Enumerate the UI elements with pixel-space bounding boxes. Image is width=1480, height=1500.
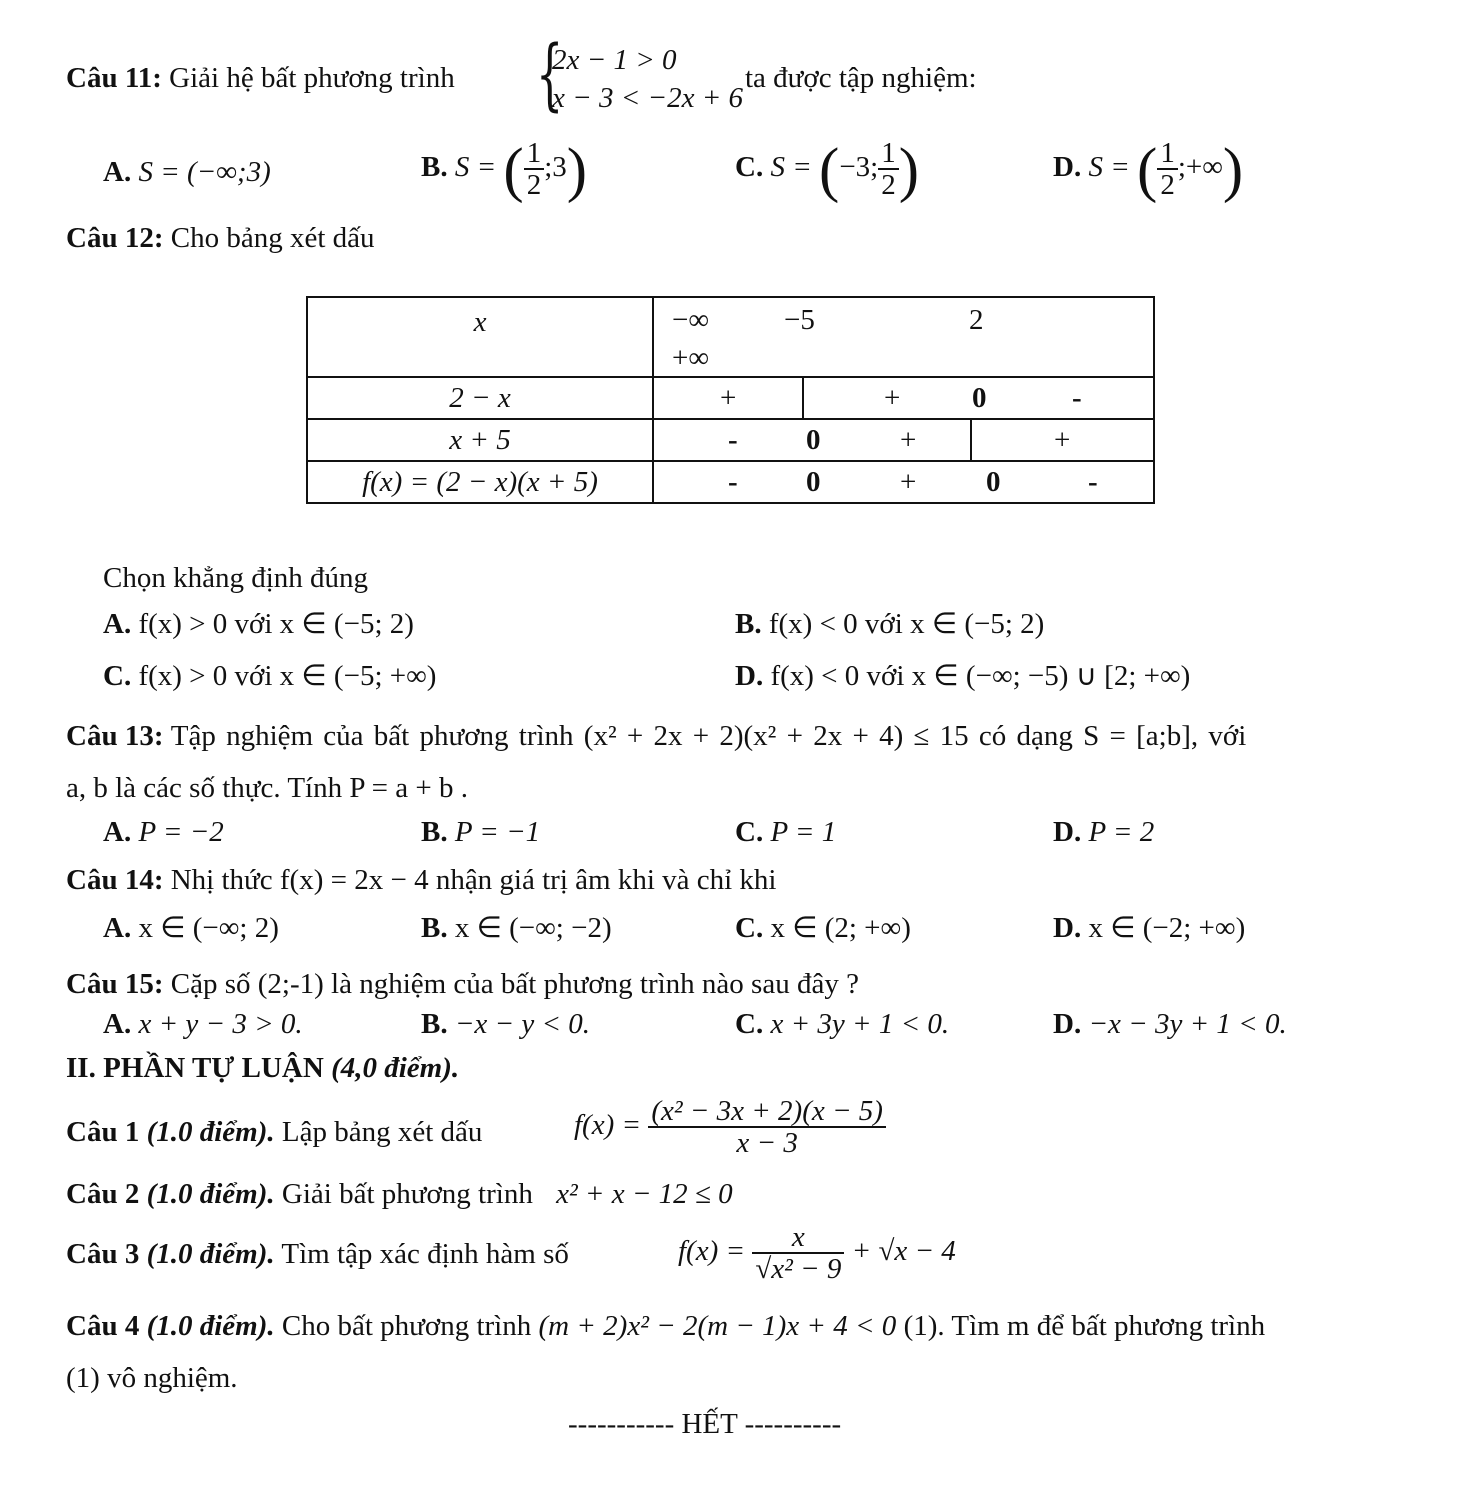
option-text: x + y − 3 > 0. <box>138 1008 303 1040</box>
frac-num: (x² − 3x + 2)(x − 5) <box>648 1096 886 1128</box>
essay-question-1 <box>66 1116 482 1149</box>
option-letter: C. <box>735 912 764 944</box>
option-b[interactable] <box>735 608 1044 641</box>
option-letter: B. <box>421 151 448 183</box>
option-letter: D. <box>1053 816 1082 848</box>
option-text: P = 2 <box>1088 816 1155 848</box>
brace-icon: { <box>536 30 564 120</box>
option-letter: C. <box>103 660 132 692</box>
option-text: f(x) < 0 với x ∈ (−∞; −5) ∪ [2; +∞) <box>770 660 1191 692</box>
option-c[interactable] <box>735 912 911 945</box>
sign: + <box>720 382 737 414</box>
frac-den: 2 <box>526 169 542 202</box>
option-c[interactable] <box>735 1008 949 1041</box>
option-b[interactable] <box>421 1008 590 1041</box>
essay-3-formula <box>678 1222 956 1285</box>
sign: - <box>728 466 738 498</box>
essay-question-3 <box>66 1238 569 1271</box>
question-prompt: Chọn khẳng định đúng <box>103 562 369 594</box>
frac-den: √x² − 9 <box>755 1253 842 1286</box>
essay-4-line2: (1) vô nghiệm. <box>66 1362 238 1394</box>
sign: + <box>900 466 917 498</box>
header-value: −5 <box>784 304 815 336</box>
option-prefix: S = <box>1088 151 1130 183</box>
option-suffix: ;3 <box>544 151 567 183</box>
option-d[interactable] <box>735 660 1190 693</box>
system-row-1: 2x − 1 > 0 <box>552 44 677 76</box>
option-text: f(x) > 0 với x ∈ (−5; +∞) <box>138 660 437 692</box>
system-row-2: x − 3 < −2x + 6 <box>552 81 744 114</box>
question-label: Câu 14: <box>66 864 164 896</box>
option-d[interactable]: D. S = ( $\frac{1}{2}$ ;+∞) <box>1053 136 1244 204</box>
sign-table <box>306 296 1155 504</box>
option-c[interactable]: C. S = (−3; $\frac{1}{2}$ ) <box>735 136 920 204</box>
section-heading-points: (4,0 điểm). <box>331 1052 460 1084</box>
option-text: x ∈ (−2; +∞) <box>1088 912 1246 944</box>
essay-question-4 <box>66 1310 1265 1343</box>
sign: 0 <box>972 382 987 414</box>
option-letter: A. <box>103 1008 132 1040</box>
option-text: x ∈ (−∞; 2) <box>138 912 279 944</box>
row-label: f(x) = (2 − x)(x + 5) <box>307 461 653 503</box>
row-label: x + 5 <box>307 419 653 461</box>
option-letter: C. <box>735 1008 764 1040</box>
option-letter: A. <box>103 608 132 640</box>
option-letter: B. <box>421 912 448 944</box>
option-letter: C. <box>735 816 764 848</box>
frac-den: 2 <box>1160 169 1175 202</box>
option-a[interactable] <box>103 912 279 945</box>
option-c[interactable] <box>735 816 836 849</box>
question-text: Cho bất phương trình <box>281 1310 532 1342</box>
row-signs <box>653 461 1154 503</box>
option-letter: D. <box>1053 151 1082 183</box>
formula: x² + x − 12 ≤ 0 <box>556 1178 733 1210</box>
option-text: −x − 3y + 1 < 0. <box>1088 1008 1287 1040</box>
question-15 <box>66 968 859 1001</box>
sign: + <box>884 382 901 414</box>
question-text: Giải bất phương trình <box>281 1178 533 1210</box>
option-text: f(x) > 0 với x ∈ (−5; 2) <box>138 608 414 640</box>
option-text: f(x) < 0 với x ∈ (−5; 2) <box>768 608 1045 640</box>
option-text: P = 1 <box>770 816 837 848</box>
section-heading-title: II. PHẦN TỰ LUẬN <box>66 1052 324 1084</box>
option-prefix: S = <box>454 151 497 183</box>
question-text-line2: a, b là các số thực. Tính P = a + b . <box>66 772 468 804</box>
sign: - <box>1072 382 1082 414</box>
question-12 <box>66 222 375 255</box>
question-points: (1.0 điểm). <box>146 1310 275 1342</box>
frac-num: 1 <box>878 138 899 170</box>
frac-den: 2 <box>881 169 896 202</box>
option-d[interactable] <box>1053 816 1154 849</box>
sign: + <box>900 424 917 456</box>
question-label: Câu 13: <box>66 720 164 752</box>
essay-1-formula <box>574 1096 886 1159</box>
sign: + <box>1054 424 1071 456</box>
header-value: −∞ <box>672 304 710 336</box>
sign: 0 <box>986 466 1001 498</box>
essay-question-2 <box>66 1178 733 1211</box>
formula-tail: + √x − 4 <box>851 1235 956 1268</box>
option-a[interactable] <box>103 608 414 641</box>
sign: 0 <box>806 466 821 498</box>
option-d[interactable] <box>1053 1008 1287 1041</box>
question-text: Cặp số (2;-1) là nghiệm của bất phương trình nào sau đây ? <box>170 968 859 1000</box>
option-letter: A. <box>103 156 132 188</box>
option-letter: D. <box>1053 1008 1082 1040</box>
option-suffix: ;+∞ <box>1177 151 1223 183</box>
sign: - <box>1088 466 1098 498</box>
inequality-system <box>536 30 744 120</box>
end-marker: ----------- HẾT ---------- <box>568 1408 842 1440</box>
question-text: Giải hệ bất phương trình <box>169 62 455 94</box>
option-b[interactable]: B. S = ( $\frac{1}{2}$ ;3) <box>421 136 588 204</box>
table-header-values <box>653 297 1154 377</box>
sign: 0 <box>806 424 821 456</box>
question-11 <box>66 62 455 95</box>
option-text: S = (−∞;3) <box>138 156 271 188</box>
question-text: Nhị thức f(x) = 2x − 4 nhận giá trị âm khi và chỉ khi <box>170 864 777 896</box>
question-points: (1.0 điểm). <box>146 1238 275 1270</box>
question-text-after: ta được tập nghiệm: <box>745 62 977 94</box>
question-13 <box>66 720 1402 753</box>
option-text: x ∈ (2; +∞) <box>770 912 911 944</box>
frac-num: 1 <box>1157 138 1178 170</box>
option-letter: C. <box>735 151 764 183</box>
option-a[interactable] <box>103 1008 303 1041</box>
question-label: Câu 12: <box>66 222 164 254</box>
question-points: (1.0 điểm). <box>146 1178 275 1210</box>
question-text-tail: (1). Tìm m để bất phương trình <box>903 1310 1266 1342</box>
formula-lhs: f(x) = <box>574 1109 642 1142</box>
formula: (m + 2)x² − 2(m − 1)x + 4 < 0 <box>538 1310 897 1342</box>
question-label: Câu 15: <box>66 968 164 1000</box>
option-letter: B. <box>421 816 448 848</box>
question-text: Cho bảng xét dấu <box>170 222 375 254</box>
row-signs <box>653 377 1154 419</box>
option-b[interactable] <box>421 912 612 945</box>
option-letter: D. <box>735 660 764 692</box>
question-points: (1.0 điểm). <box>146 1116 275 1148</box>
sign: - <box>728 424 738 456</box>
question-label: Câu 1 <box>66 1116 140 1148</box>
question-text: Lập bảng xét dấu <box>281 1116 483 1148</box>
frac-den: x − 3 <box>736 1127 798 1160</box>
option-d[interactable] <box>1053 912 1245 945</box>
question-text: Tìm tập xác định hàm số <box>281 1238 569 1270</box>
question-text: Tập nghiệm của bất phương trình (x² + 2x + 2)(x² + 2x + 4) ≤ 15 có dạng S = [a;b], với <box>170 720 1247 752</box>
frac-num: x <box>752 1222 844 1254</box>
option-text: x ∈ (−∞; −2) <box>454 912 612 944</box>
option-text: P = −1 <box>454 816 541 848</box>
option-a[interactable] <box>103 156 271 189</box>
option-pre: −3; <box>839 151 879 183</box>
table-header-label: x <box>307 297 653 377</box>
option-letter: B. <box>421 1008 448 1040</box>
option-b[interactable] <box>421 816 540 849</box>
question-label: Câu 4 <box>66 1310 140 1342</box>
option-prefix: S = <box>770 151 812 183</box>
option-text: x + 3y + 1 < 0. <box>770 1008 950 1040</box>
row-signs <box>653 419 1154 461</box>
section-heading <box>66 1052 459 1085</box>
row-label: 2 − x <box>307 377 653 419</box>
option-a[interactable] <box>103 816 224 849</box>
option-text: P = −2 <box>138 816 224 848</box>
frac-num: 1 <box>524 138 545 170</box>
option-c[interactable] <box>103 660 436 693</box>
header-value: 2 <box>969 304 984 336</box>
option-text: −x − y < 0. <box>454 1008 591 1040</box>
question-label: Câu 11: <box>66 62 162 94</box>
option-letter: D. <box>1053 912 1082 944</box>
question-label: Câu 2 <box>66 1178 140 1210</box>
option-letter: A. <box>103 912 132 944</box>
header-value: +∞ <box>672 342 710 374</box>
formula-lhs: f(x) = <box>678 1235 746 1268</box>
option-letter: A. <box>103 816 132 848</box>
option-letter: B. <box>735 608 762 640</box>
question-14 <box>66 864 776 897</box>
question-label: Câu 3 <box>66 1238 140 1270</box>
